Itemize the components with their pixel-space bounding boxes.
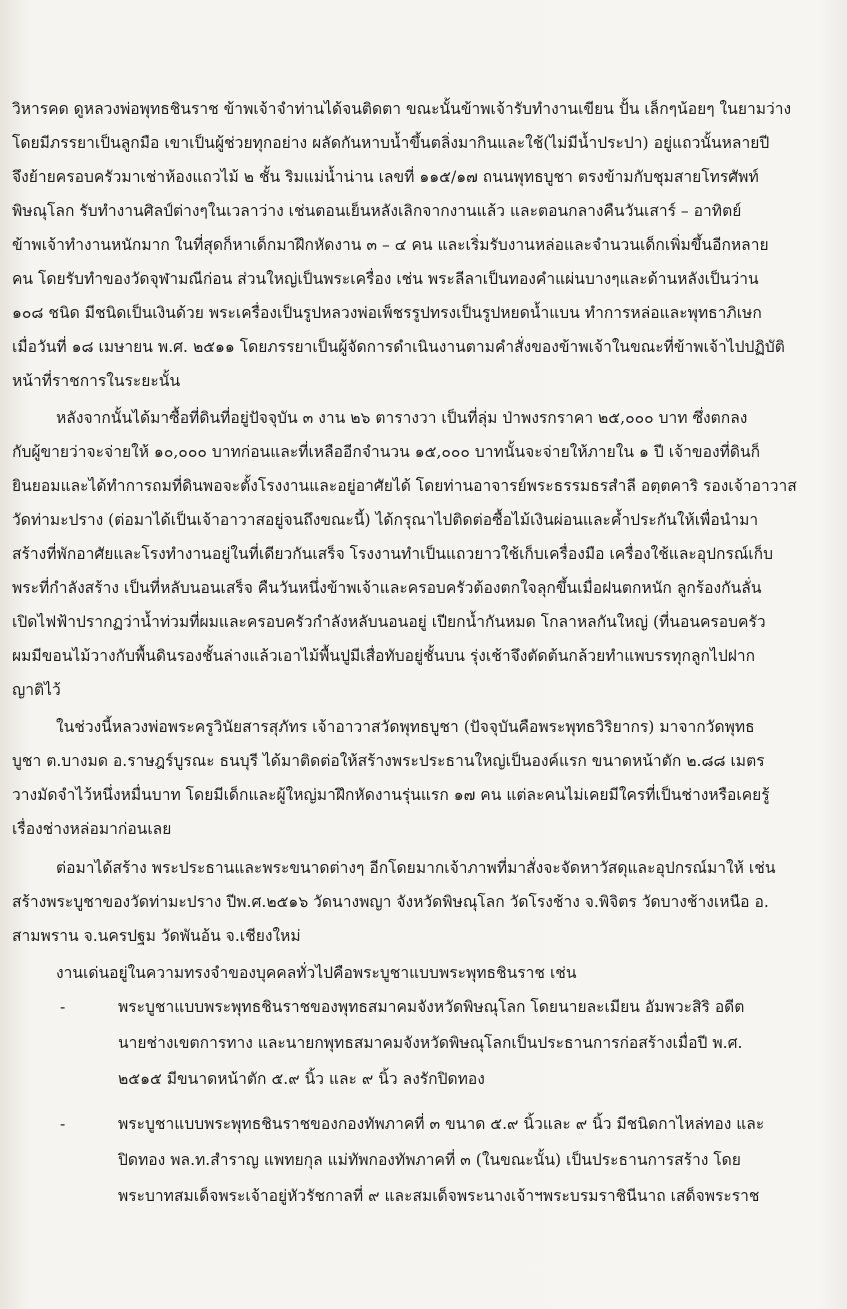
text-line: ปิดทอง พล.ท.สำราญ แพทยกุล แม่ทัพกองทัพภาคที่ ๓ (ในขณะนั้น) เป็นประธานการสร้าง โดย bbox=[118, 1151, 741, 1169]
text-line: โดยมีภรรยาเป็นลูกมือ เขาเป็นผู้ช่วยทุกอย่าง ผลัดกันหาบน้ำขึ้นตลิ่งมากินและใช้(ไม่มีน้ำประปา) อยู่แถวนั้นหลายปี bbox=[12, 134, 770, 152]
bullet-dash: - bbox=[60, 998, 66, 1016]
text-line: พระที่กำลังสร้าง เป็นที่หลับนอนเสร็จ คืนวันหนึ่งข้าพเจ้าและครอบครัวต้องตกใจลุกขึ้นเมื่อฝนตกหนัก ลูกร้องกันลั่น bbox=[12, 579, 762, 597]
text-line: นายช่างเขตการทาง และนายกพุทธสมาคมจังหวัดพิษณุโลกเป็นประธานการก่อสร้างเมื่อปี พ.ศ. bbox=[118, 1034, 743, 1052]
text-line: ข้าพเจ้าทำงานหนักมาก ในที่สุดก็หาเด็กมาฝึกหัดงาน ๓ – ๔ คน และเริ่มรับงานหล่อและจำนวนเด็กเพิ่มขึ้นอีกหลาย bbox=[12, 236, 769, 254]
text-line: พระบาทสมเด็จพระเจ้าอยู่หัวรัชกาลที่ ๙ และสมเด็จพระนางเจ้าฯพระบรมราชินีนาถ เสด็จพระราช bbox=[118, 1187, 760, 1205]
text-line: หน้าที่ราชการในระยะนั้น bbox=[12, 372, 181, 390]
text-line: ๒๕๑๕ มีขนาดหน้าตัก ๕.๙ นิ้ว และ ๙ นิ้ว ลงรักปิดทอง bbox=[118, 1070, 485, 1088]
text-line: วิหารคด ดูหลวงพ่อพุทธชินราช ข้าพเจ้าจำท่านได้จนติดตา ขณะนั้นข้าพเจ้ารับทำงานเขียน ปั้น เล็กๆน้อยๆ ในยามว่าง bbox=[12, 100, 792, 118]
text-line: เรื่องช่างหล่อมาก่อนเลย bbox=[12, 820, 172, 838]
text-line: หลังจากนั้นได้มาซื้อที่ดินที่อยู่ปัจจุบัน ๓ งาน ๒๖ ตารางวา เป็นที่ลุ่ม ป่าพงรกราคา ๒๕,๐๐๐ บาท ซึ่งตกลง bbox=[56, 409, 748, 427]
text-line: ยินยอมและได้ทำการถมที่ดินพอจะตั้งโรงงานและอยู่อาศัยได้ โดยท่านอาจารย์พระธรรมธรสำลี อตฺตคาริ รองเจ้าอาวาส bbox=[12, 477, 797, 495]
text-line: เปิดไฟฟ้าปรากฏว่าน้ำท่วมที่ผมและครอบครัวกำลังหลับนอนอยู่ เปียกน้ำกันหมด โกลาหลกันใหญ่ (ที่นอนครอบครัว bbox=[12, 613, 766, 631]
text-line: ในช่วงนี้หลวงพ่อพระครูวินัยสารสุภัทร เจ้าอาวาสวัดพุทธบูชา (ปัจจุบันคือพระพุทธวิริยากร) มาจากวัดพุทธ bbox=[56, 718, 755, 736]
text-line: งานเด่นอยู่ในความทรงจำของบุคคลทั่วไปคือพระบูชาแบบพระพุทธชินราช เช่น bbox=[56, 964, 577, 982]
text-line: จึงย้ายครอบครัวมาเช่าห้องแถวไม้ ๒ ชั้น ริมแม่น้ำน่าน เลขที่ ๑๑๕/๑๗ ถนนพุทธบูชา ตรงข้ามกับชุมสายโทรศัพท์ bbox=[12, 168, 759, 186]
text-line: สร้างพระบูชาของวัดท่ามะปราง ปีพ.ศ.๒๕๑๖ วัดนางพญา จังหวัดพิษณุโลก วัดโรงช้าง จ.พิจิตร วัดบางช้างเหนือ อ. bbox=[12, 893, 769, 911]
text-line: พระบูชาแบบพระพุทธชินราชของกองทัพภาคที่ ๓ ขนาด ๕.๙ นิ้วและ ๙ นิ้ว มีชนิดกาไหล่ทอง และ bbox=[118, 1115, 765, 1133]
bullet-dash: - bbox=[60, 1115, 66, 1133]
text-line: วางมัดจำไว้หนึ่งหมื่นบาท โดยมีเด็กและผู้ใหญ่มาฝึกหัดงานรุ่นแรก ๑๗ คน แต่ละคนไม่เคยมีใครที่เป็นช่างหรือเคยรู้ bbox=[12, 786, 770, 804]
text-line: ญาติไว้ bbox=[12, 681, 61, 699]
text-line: วัดท่ามะปราง (ต่อมาได้เป็นเจ้าอาวาสอยู่จนถึงขณะนี้) ได้กรุณาไปติดต่อซื้อไม้เงินผ่อนและค้ำประกันให้เพื่อนำมา bbox=[12, 511, 759, 529]
text-line: เมื่อวันที่ ๑๘ เมษายน พ.ศ. ๒๕๑๑ โดยภรรยาเป็นผู้จัดการดำเนินงานตามคำสั่งของข้าพเจ้าในขณะที่ข้าพเจ้าไปปฏิบัติ bbox=[12, 338, 785, 356]
text-line: บูชา ต.บางมด อ.ราษฎร์บูรณะ ธนบุรี ได้มาติดต่อให้สร้างพระประธานใหญ่เป็นองค์แรก ขนาดหน้าตัก ๒.๘๘ เมตร bbox=[12, 752, 765, 770]
text-line: ๑๐๘ ชนิด มีชนิดเป็นเงินด้วย พระเครื่องเป็นรูปหลวงพ่อเพ็ชรรูปทรงเป็นรูปหยดน้ำแบน ทำการหล่อและพุทธาภิเษก bbox=[12, 304, 762, 322]
text-line: คน โดยรับทำของวัดจุฬามณีก่อน ส่วนใหญ่เป็นพระเครื่อง เช่น พระลีลาเป็นทองคำแผ่นบางๆและด้านหลังเป็นว่าน bbox=[12, 270, 759, 288]
text-line: สร้างที่พักอาศัยและโรงทำงานอยู่ในที่เดียวกันเสร็จ โรงงานทำเป็นแถวยาวใช้เก็บเครื่องมือ เครื่องใช้และอุปกรณ์เก็บ bbox=[12, 545, 773, 563]
text-line: ต่อมาได้สร้าง พระประธานและพระขนาดต่างๆ อีกโดยมากเจ้าภาพที่มาสั่งจะจัดหาวัสดุและอุปกรณ์มาให้ เช่น bbox=[56, 859, 776, 877]
text-line: พระบูชาแบบพระพุทธชินราชของพุทธสมาคมจังหวัดพิษณุโลก โดยนายละเมียน อัมพวะสิริ อดีต bbox=[118, 998, 745, 1016]
text-line: ผมมีขอนไม้วางกับพื้นดินรองชั้นล่างแล้วเอาไม้พื้นปูมีเสื่อทับอยู่ชั้นบน รุ่งเช้าจึงตัดต้นกล้วยทำแพบรรทุกลูกไปฝาก bbox=[12, 647, 756, 665]
text-line: สามพราน จ.นครปฐม วัดพันอ้น จ.เชียงใหม่ bbox=[12, 927, 301, 945]
text-line: กับผู้ขายว่าจะจ่ายให้ ๑๐,๐๐๐ บาทก่อนและที่เหลืออีกจำนวน ๑๕,๐๐๐ บาทนั้นจะจ่ายให้ภายใน ๑ ปี เจ้าของที่ดินก็ bbox=[12, 443, 761, 461]
text-line: พิษณุโลก รับทำงานศิลป์ต่างๆในเวลาว่าง เช่นตอนเย็นหลังเลิกจากงานแล้ว และตอนกลางคืนวันเสาร์ – อาทิตย์ bbox=[12, 202, 742, 220]
